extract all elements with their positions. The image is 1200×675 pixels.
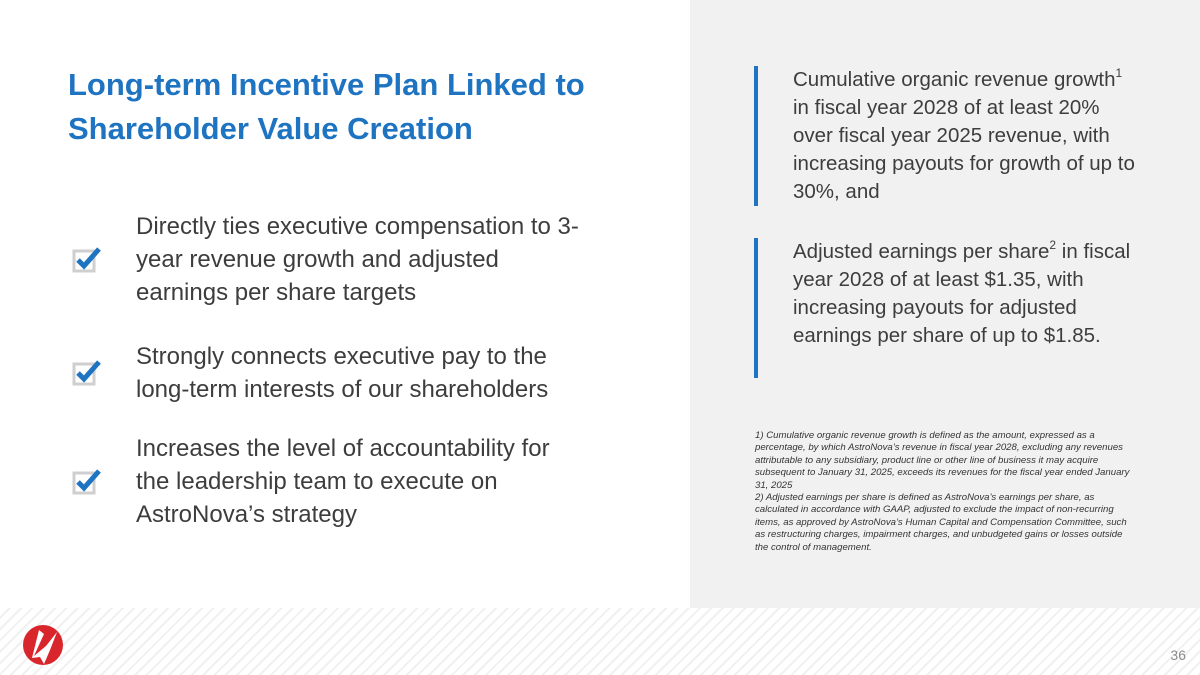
footnote-ref: 1 [1115, 66, 1123, 80]
accent-bar [754, 66, 758, 206]
checkbox-checked-icon [72, 357, 102, 387]
footnote-1: 1) Cumulative organic revenue growth is defined as the amount, expressed as a percentage, by which AstroNova’s revenue in fiscal year 2028, excluding any revenues attributable to any subsidiary, product line or other line of business it may acquire subsequent to January 31, 2025, exceeds its revenues for the fiscal year ended January 31, 2025 [755, 430, 1130, 491]
target-eps [793, 238, 1138, 350]
accent-bar [754, 238, 758, 378]
footer-band [0, 608, 1200, 675]
bullet-1: Directly ties executive compensation to 3-year revenue growth and adjusted earnings per share targets [136, 213, 579, 306]
slide-title: Long-term Incentive Plan Linked to Shareholder Value Creation [68, 67, 585, 146]
astronova-logo-icon [22, 624, 64, 666]
footnote-ref: 2 [1049, 238, 1057, 252]
page-number: 36 [1170, 647, 1186, 663]
checkbox-checked-icon [72, 244, 102, 274]
target-text: Cumulative organic revenue growth [793, 68, 1116, 91]
target-text: in fiscal year 2028 of at least $1.35, with increasing payouts for adjusted earnings per share of up to $1.85. [793, 240, 1131, 347]
bullet-2: Strongly connects executive pay to the long-term interests of our shareholders [136, 343, 549, 403]
footnote-2: 2) Adjusted earnings per share is defined as AstroNova’s earnings per share, as calculated in accordance with GAAP, adjusted to exclude the impact of non-recurring items, as approved by AstroNova’s Human Capital and Compensation Committee, such as restructuring charges, impairment charges, and unbudgeted gains or losses outside the control of management. [755, 492, 1127, 553]
target-text: Adjusted earnings per share [793, 240, 1050, 263]
target-revenue [793, 66, 1143, 206]
target-text: in fiscal year 2028 of at least 20% over fiscal year 2025 revenue, with increasing payouts for growth of up to 30%, and [793, 96, 1135, 203]
checkbox-checked-icon [72, 466, 102, 496]
bullet-3: Increases the level of accountability for the leadership team to execute on AstroNova’s strategy [136, 435, 550, 528]
